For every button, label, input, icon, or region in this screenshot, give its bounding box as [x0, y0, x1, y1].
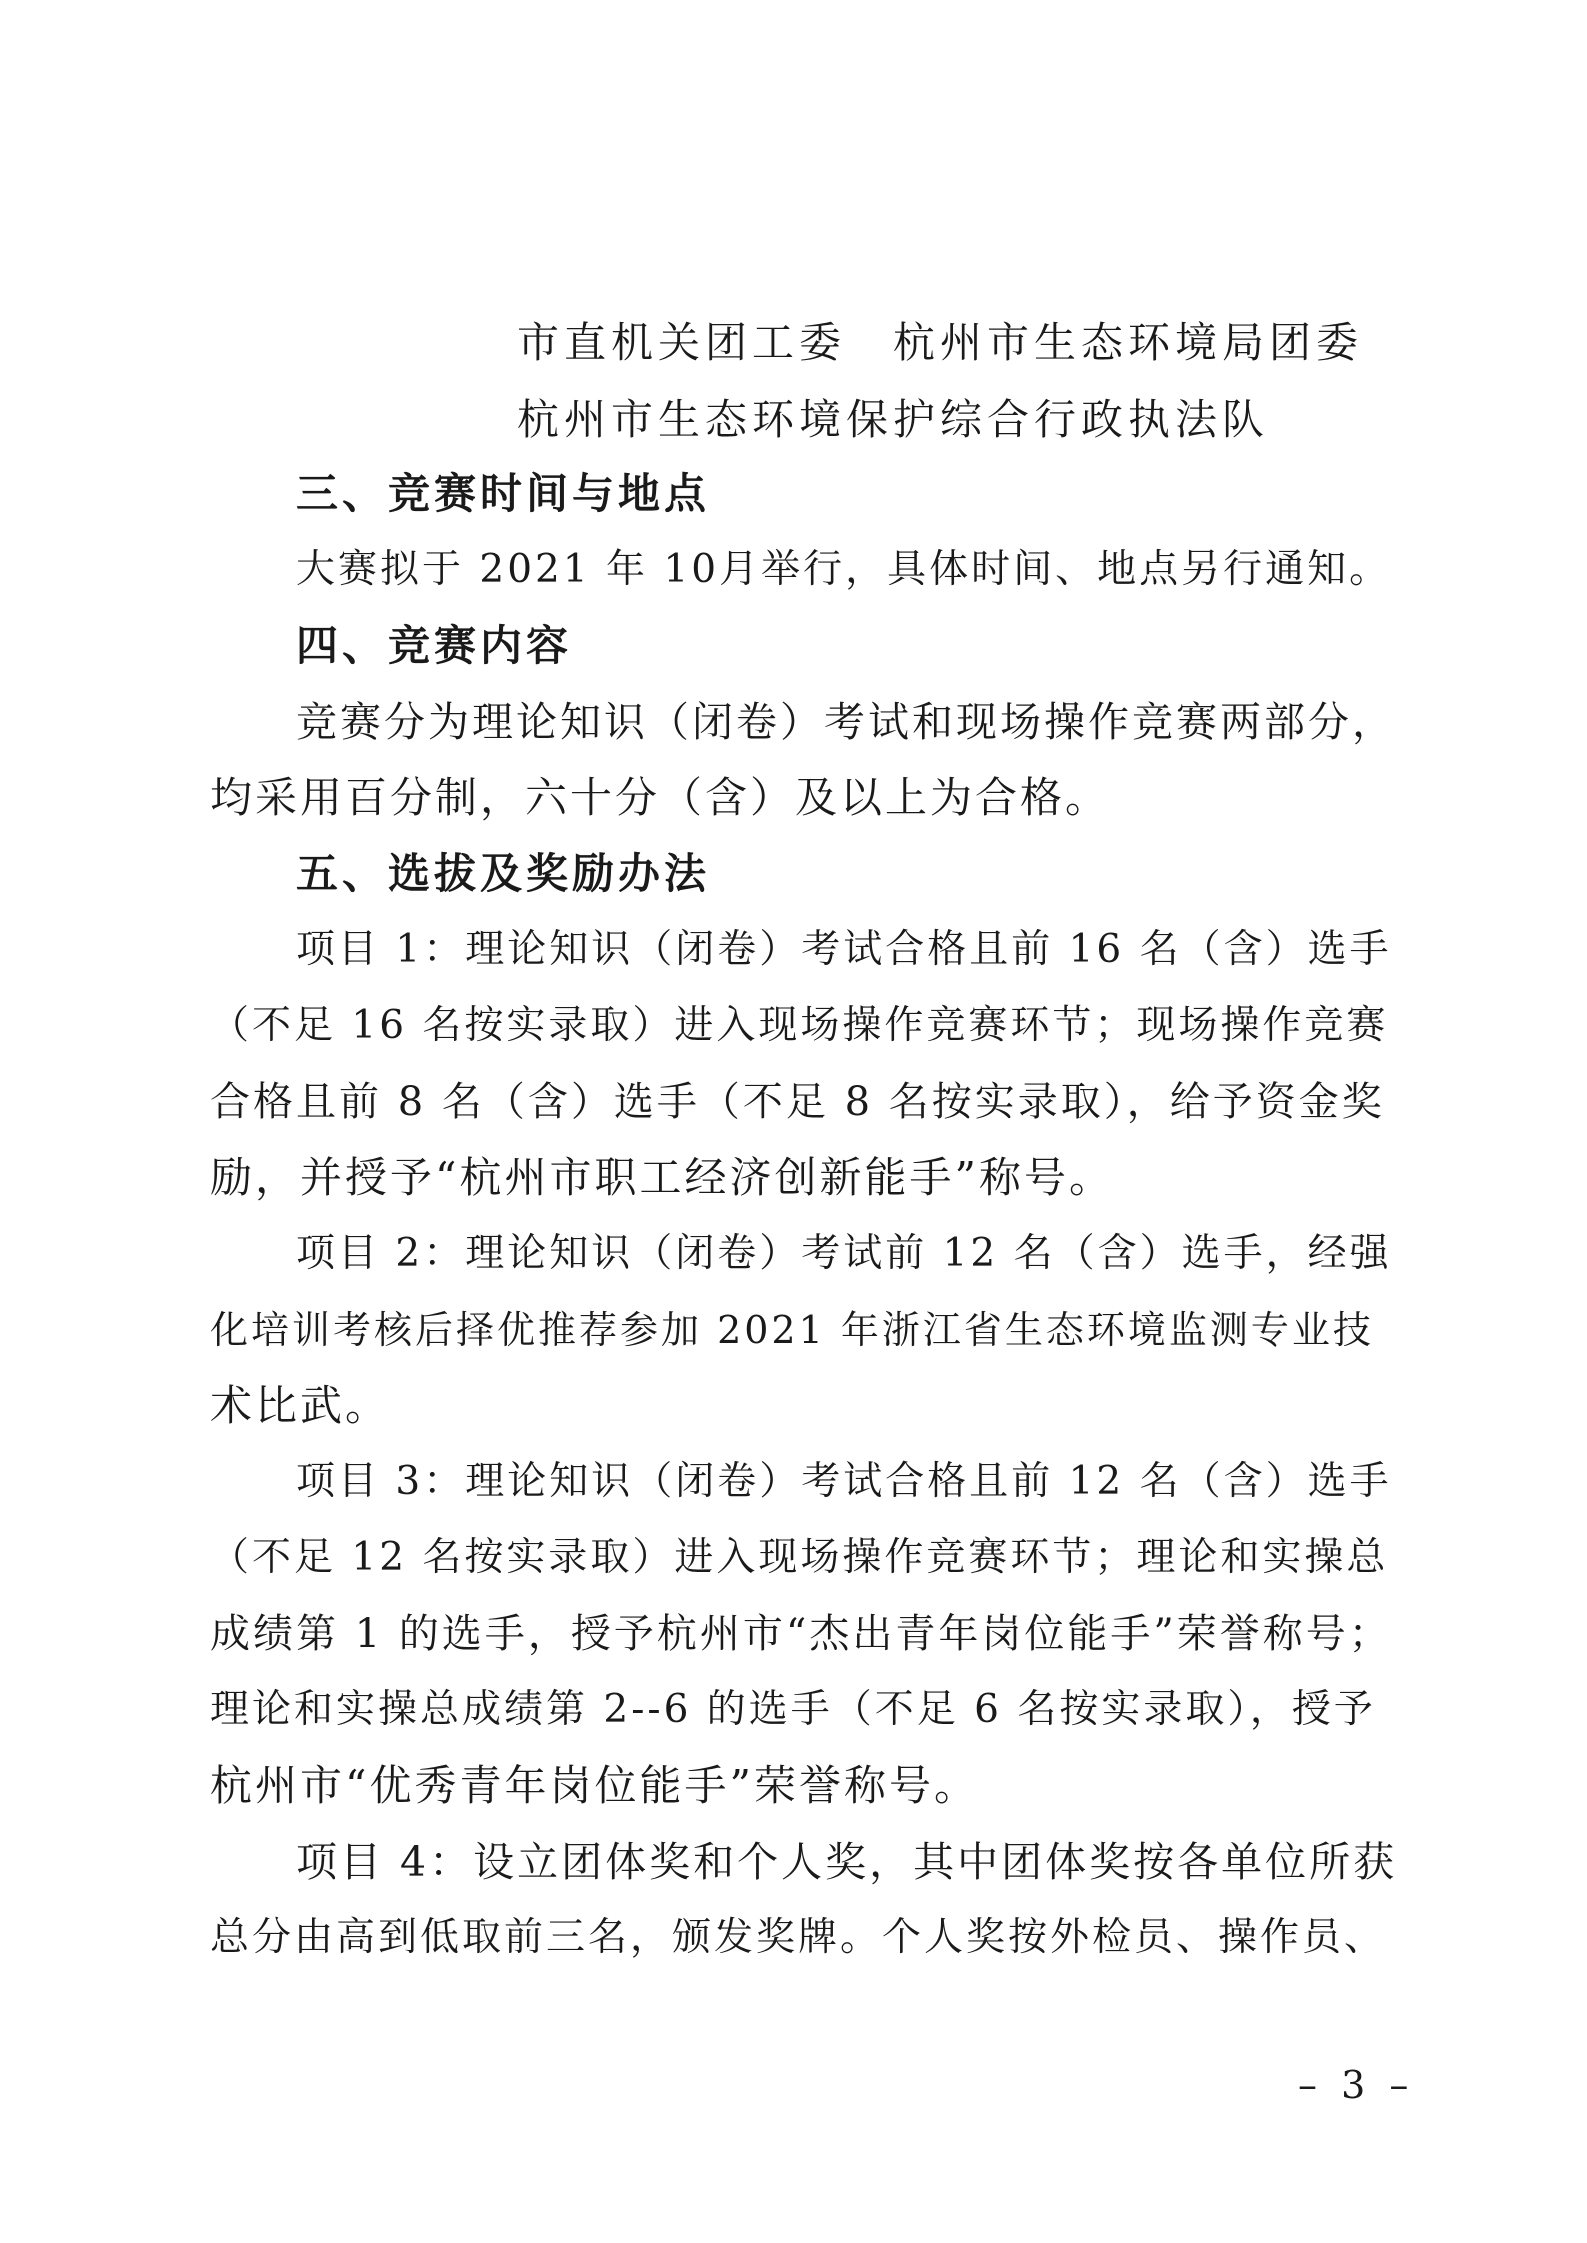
paragraph-line: 项目 4：设立团体奖和个人奖，其中团体奖按各单位所获: [296, 1838, 1398, 1886]
page-number: – 3 –: [1298, 2063, 1415, 2107]
paragraph-line: （不足 12 名按实录取）进入现场操作竞赛环节；理论和实操总: [210, 1535, 1389, 1580]
section-heading: 三、竞赛时间与地点: [296, 469, 711, 518]
paragraph-line: 竞赛分为理论知识（闭卷）考试和现场操作竞赛两部分，: [296, 698, 1396, 746]
paragraph-line: 理论和实操总成绩第 2--6 的选手（不足 6 名按实录取），授予: [210, 1687, 1376, 1732]
paragraph-line: 大赛拟于 2021 年 10月举行，具体时间、地点另行通知。: [296, 547, 1392, 592]
organizer-line: 杭州市生态环境保护综合行政执法队: [517, 395, 1270, 444]
paragraph-line: 术比武。: [210, 1381, 391, 1430]
section-heading: 四、竞赛内容: [296, 621, 573, 670]
paragraph-line: 化培训考核后择优推荐参加 2021 年浙江省生态环境监测专业技: [210, 1308, 1374, 1352]
paragraph-line: 项目 3：理论知识（闭卷）考试合格且前 12 名（含）选手: [296, 1459, 1392, 1504]
paragraph-line: 均采用百分制，六十分（含）及以上为合格。: [210, 773, 1111, 822]
section-heading: 五、选拔及奖励办法: [296, 849, 711, 898]
paragraph-line: 励，并授予“杭州市职工经济创新能手”称号。: [210, 1153, 1114, 1202]
paragraph-line: 合格且前 8 名（含）选手（不足 8 名按实录取），给予资金奖: [210, 1079, 1385, 1125]
paragraph-line: 杭州市“优秀青年岗位能手”荣誉称号。: [210, 1761, 979, 1810]
paragraph-line: 总分由高到低取前三名，颁发奖牌。个人奖按外检员、操作员、: [210, 1915, 1387, 1960]
paragraph-line: 项目 1：理论知识（闭卷）考试合格且前 16 名（含）选手: [296, 927, 1392, 972]
paragraph-line: 项目 2：理论知识（闭卷）考试前 12 名（含）选手，经强: [296, 1231, 1392, 1276]
paragraph-line: 成绩第 1 的选手，授予杭州市“杰出青年岗位能手”荣誉称号；: [210, 1611, 1392, 1657]
paragraph-line: （不足 16 名按实录取）进入现场操作竞赛环节；现场操作竞赛: [210, 1003, 1389, 1048]
organizer-line: 市直机关团工委 杭州市生态环境局团委: [517, 318, 1364, 367]
